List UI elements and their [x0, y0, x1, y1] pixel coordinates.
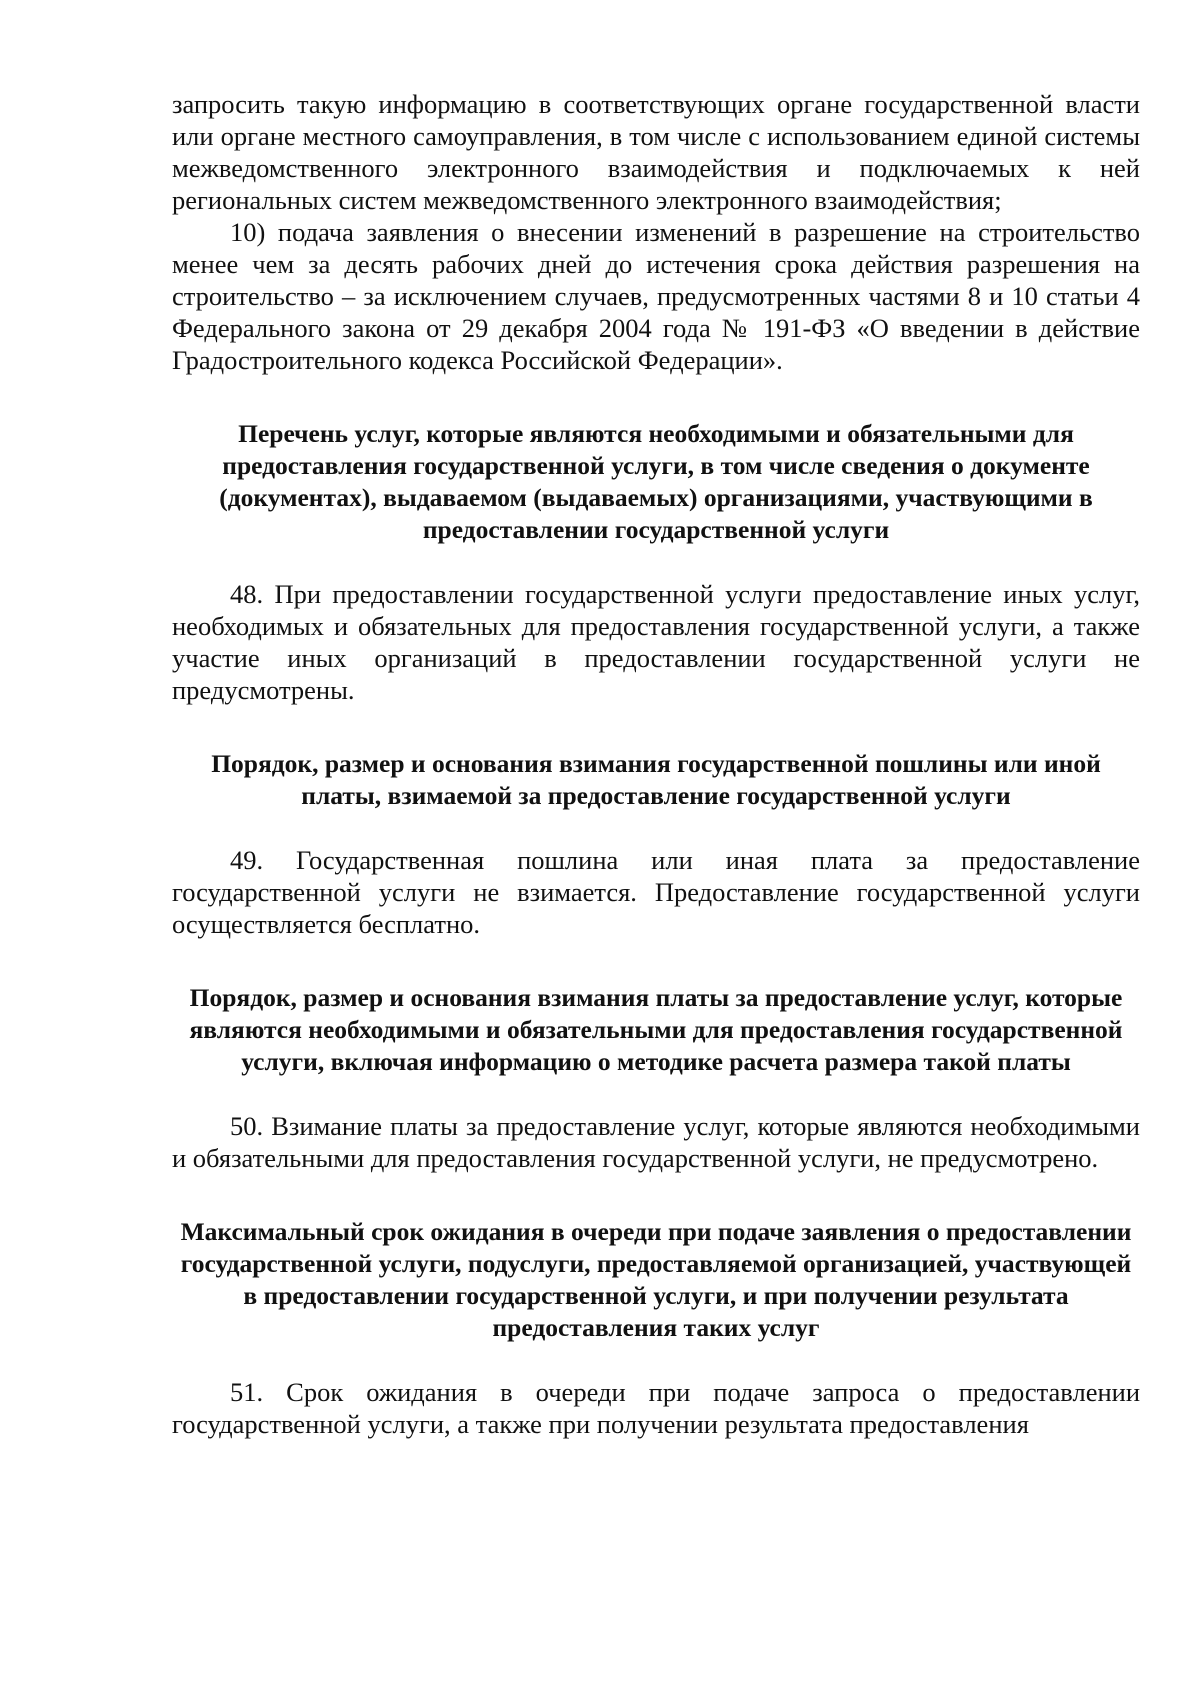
paragraph-50: 50. Взимание платы за предоставление услуг, которые являются необходимыми и обязательными для предоставления государственной услуги, не предусмотрено. [172, 1111, 1140, 1173]
heading-queue-time: Максимальный срок ожидания в очереди при подаче заявления о предоставлении государственной услуги, подуслуги, предоставляемой организацией, участвующей в предоставлении государственной услуги, и при получении результата предоставления таких услуг [180, 1217, 1132, 1342]
paragraph-51: 51. Срок ожидания в очереди при подаче запроса о предоставлении государственной услуги, а также при получении результата предоставления [172, 1377, 1140, 1439]
heading-state-fee: Порядок, размер и основания взимания государственной пошлины или иной платы, взимаемой за предоставление государственной услуги [211, 749, 1101, 810]
heading-fee-for-services: Порядок, размер и основания взимания платы за предоставление услуг, которые являются необходимыми и обязательными для предоставления государственной услуги, включая информацию о методике расчета размера такой платы [189, 983, 1123, 1076]
list-item-10: 10) подача заявления о внесении изменений в разрешение на строительство менее чем за десять рабочих дней до истечения срока действия разрешения на строительство – за исключением случаев, предусмотренных частями 8 и 10 статьи 4 Федерального закона от 29 декабря 2004 года № 191-ФЗ «О введении в действие Градостроительного кодекса Российской Федерации». [172, 217, 1140, 375]
heading-services-list: Перечень услуг, которые являются необходимыми и обязательными для предоставления государственной услуги, в том числе сведения о документе (документах), выдаваемом (выдаваемых) организациями, участвующими в предоставлении государственной услуги [219, 419, 1093, 544]
paragraph-continuation: запросить такую информацию в соответствующих органе государственной власти или органе местного самоуправления, в том числе с использованием единой системы межведомственного электронного взаимодействия и подключаемых к ней региональных систем межведомственного электронного взаимодействия; [172, 89, 1140, 215]
page-body [172, 88, 1140, 1440]
paragraph-49: 49. Государственная пошлина или иная плата за предоставление государственной услуги не взимается. Предоставление государственной услуги осуществляется бесплатно. [172, 845, 1140, 939]
paragraph-48: 48. При предоставлении государственной услуги предоставление иных услуг, необходимых и обязательных для предоставления государственной услуги, а также участие иных организаций в предоставлении государственной услуги не предусмотрены. [172, 579, 1140, 705]
